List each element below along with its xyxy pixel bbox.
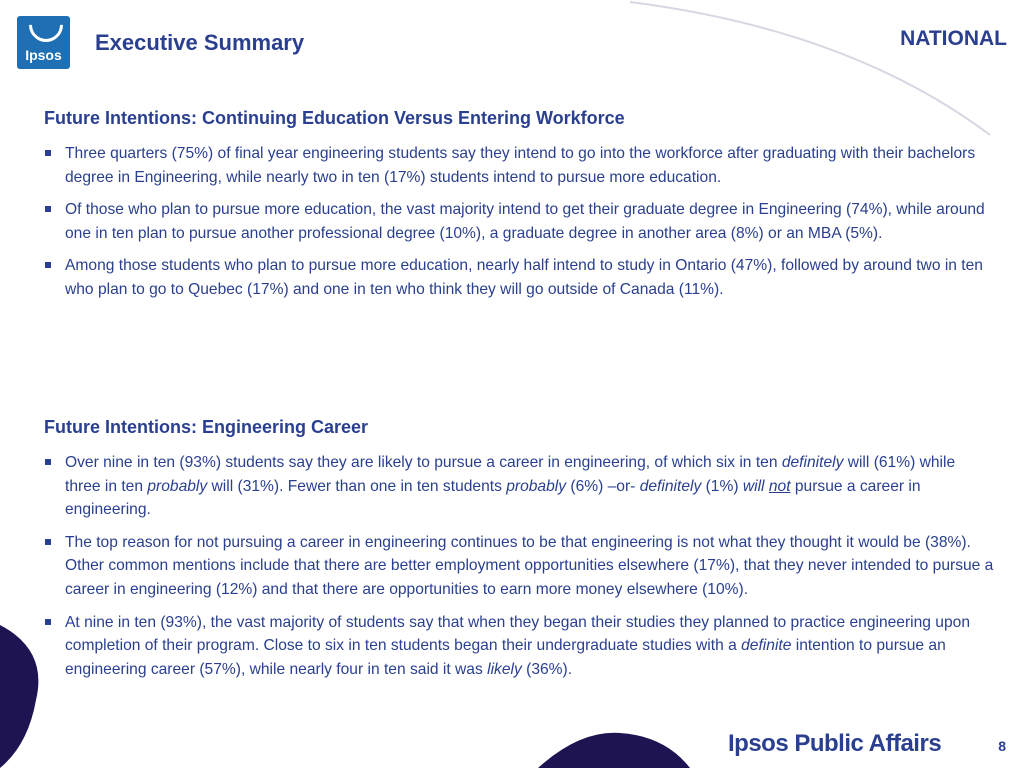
bullet-text-segment: will — [742, 477, 765, 495]
bullet-text-segment: At nine in ten (93%), the vast majority of students say that when they began their studies they planned to practice engineering upon completion of their program. Close to six in ten students began their undergraduate studies with a — [65, 613, 970, 655]
bullet-text-segment: Among those students who plan to pursue more education, nearly half intend to study in Ontario (47%), followed by around two in ten who plan to go to Quebec (17%) and one in ten who think they will go outside of Canada (11%). — [65, 257, 983, 298]
section-heading-education: Future Intentions: Continuing Education Versus Entering Workforce — [44, 108, 625, 128]
region-label: NATIONAL — [900, 27, 1007, 50]
bullet-text-segment: Three quarters (75%) of final year engineering students say they intend to go into the workforce after graduating with their bachelors degree in Engineering, while nearly two in ten (17%) students intend to pursue more education. — [65, 145, 976, 186]
bullet-text-segment: pursue a career in engineering. — [65, 477, 921, 519]
bullet-text-segment: likely — [487, 660, 522, 678]
bullet-text-segment: not — [768, 477, 791, 495]
bullet-text-segment: will (31%). Fewer than one in ten students — [207, 477, 507, 495]
bullet-item — [44, 611, 994, 682]
bullet-item — [44, 142, 994, 189]
ipsos-logo — [17, 16, 70, 69]
logo-text: Ipsos — [25, 47, 62, 63]
bullet-list-education — [44, 142, 994, 311]
logo-arc-icon — [22, 16, 70, 49]
bullet-text-segment: Of those who plan to pursue more education, the vast majority intend to get their graduate degree in Engineering (74%), while around one in ten plan to pursue another professional degree (10%), a graduate degree in another area (8%) or an MBA (5%). — [65, 201, 985, 242]
bullet-text-segment: definitely — [781, 454, 844, 471]
bullet-text-segment: definite — [741, 637, 792, 655]
bullet-text-segment: Over nine in ten (93%) students say they are likely to pursue a career in engineering, of which six in ten — [65, 454, 782, 471]
bullet-text-segment: intention to pursue an engineering career (57%), while nearly four in ten said it was — [65, 637, 946, 678]
bullet-text-segment: (1%) — [701, 477, 743, 495]
decorative-curve — [630, 2, 990, 135]
bullet-text-segment: (6%) –or- — [566, 477, 640, 495]
page-title: Executive Summary — [95, 30, 305, 55]
bullet-item — [44, 198, 994, 245]
bullet-list-career — [44, 451, 994, 690]
bullet-text-segment: definitely — [639, 477, 702, 495]
bullet-item — [44, 254, 994, 301]
decorative-left-shape — [0, 625, 38, 768]
bullet-item — [44, 451, 994, 522]
section-heading-career: Future Intentions: Engineering Career — [44, 417, 369, 437]
footer-brand: Ipsos Public Affairs — [728, 730, 942, 757]
bullet-text-segment: The top reason for not pursuing a career in engineering continues to be that engineering is not what they thought it would be (38%). Other common mentions include that there are better employment opportunities elsewhere (17%), that they never intended to pursue a career in engineering (12%) and that there are opportunities to earn more money elsewhere (10%). — [65, 533, 994, 598]
page-number: 8 — [998, 738, 1006, 754]
bullet-text-segment: probably — [506, 477, 567, 495]
bullet-item — [44, 531, 994, 602]
bullet-text-segment: will (61%) while three in ten — [65, 454, 956, 495]
bullet-text-segment: (36%). — [521, 660, 573, 678]
decorative-bottom-shape — [538, 733, 690, 768]
bullet-text-segment: probably — [147, 477, 208, 495]
